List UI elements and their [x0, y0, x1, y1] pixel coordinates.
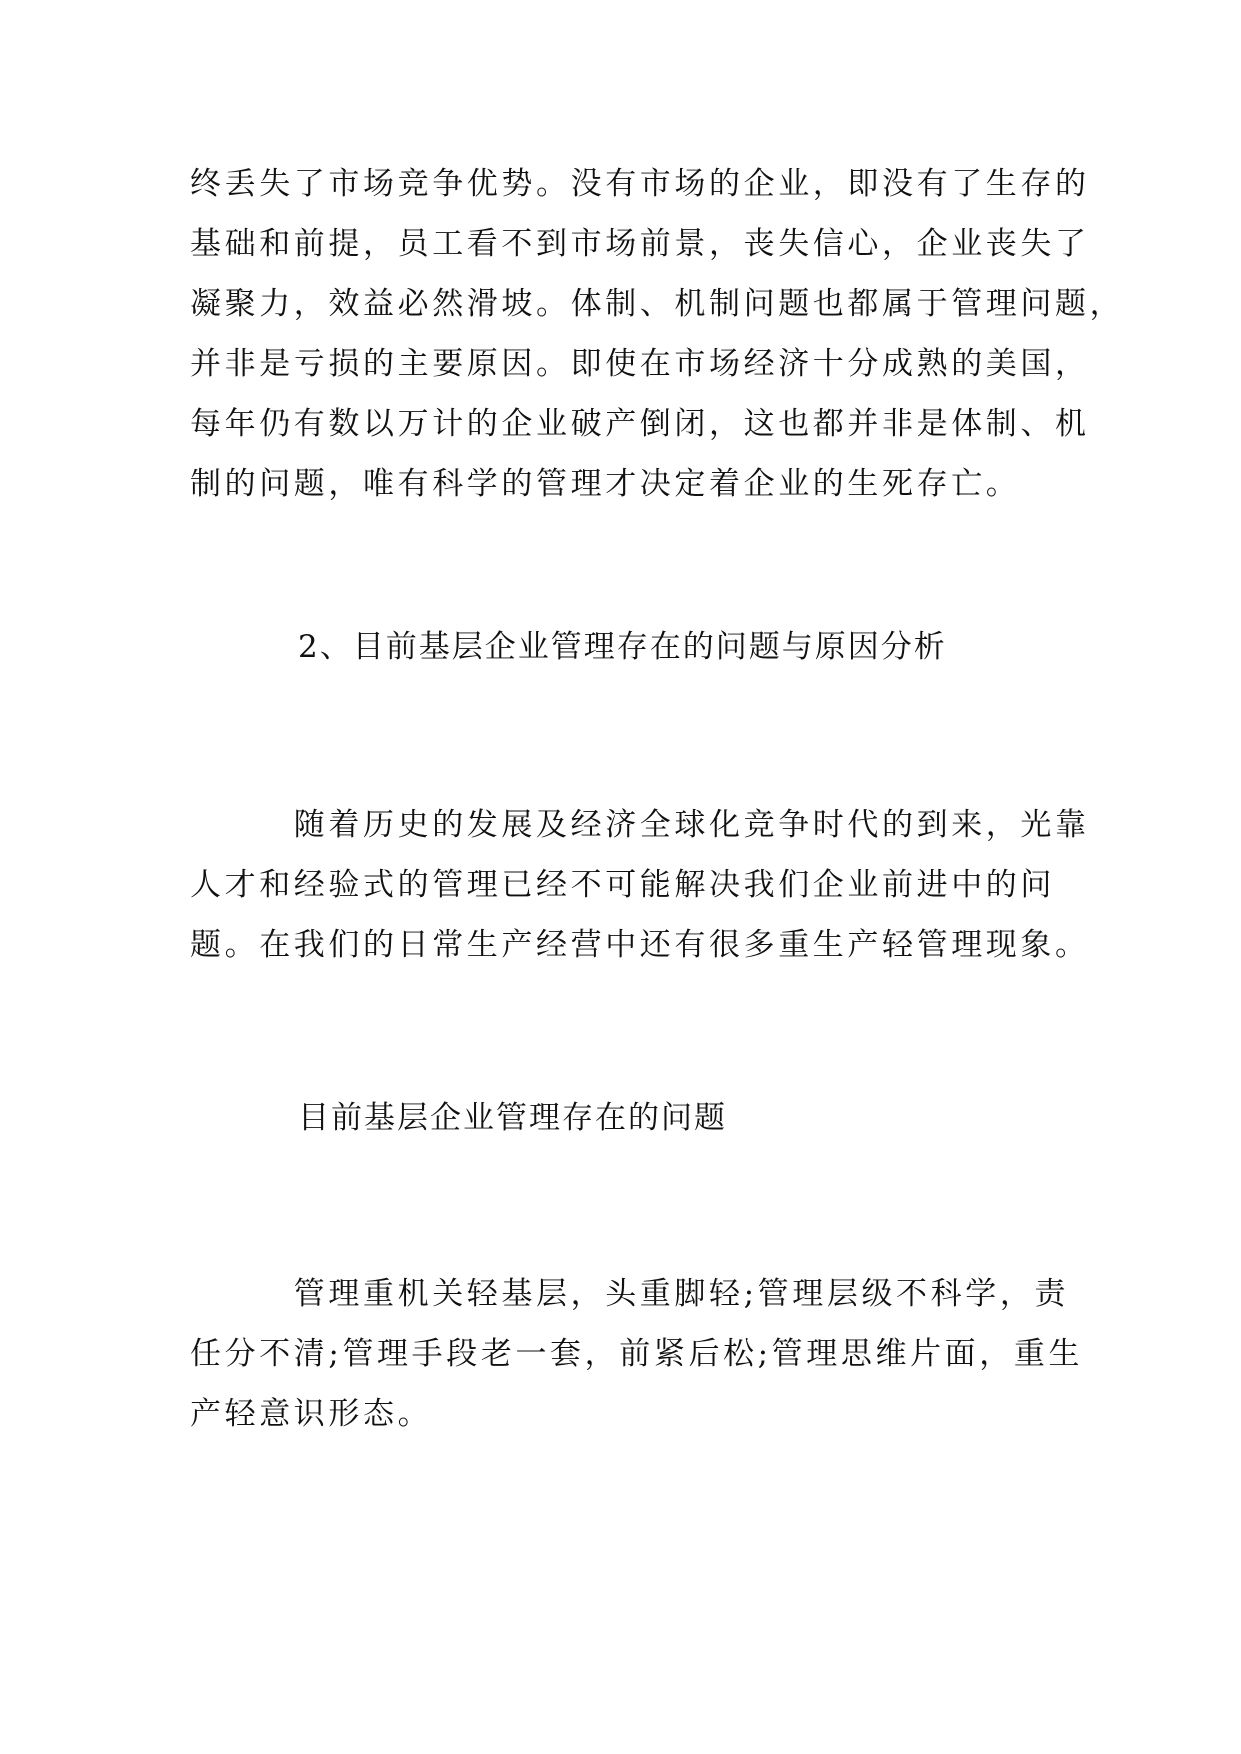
- paragraph-text: [190, 795, 1090, 975]
- subheading-current-problems: 目前基层企业管理存在的问题: [298, 1100, 727, 1136]
- paragraph-line: 制的问题，唯有科学的管理才决定着企业的生死存亡。: [190, 466, 1021, 502]
- paragraph-line: 题。在我们的日常生产经营中还有很多重生产轻管理现象。: [190, 927, 1090, 963]
- paragraph-line: 并非是亏损的主要原因。即使在市场经济十分成熟的美国，: [190, 346, 1090, 382]
- paragraph-line: 凝聚力，效益必然滑坡。体制、机制问题也都属于管理问题，: [190, 286, 1125, 322]
- paragraph-line: 终丢失了市场竞争优势。没有市场的企业，即没有了生存的: [190, 166, 1090, 202]
- paragraph-line: 基础和前提，员工看不到市场前景，丧失信心，企业丧失了: [190, 226, 1090, 262]
- paragraph-text: [190, 154, 1125, 514]
- paragraph-globalization: [190, 795, 1090, 975]
- paragraph-line: 随着历史的发展及经济全球化竞争时代的到来，光靠: [190, 807, 1090, 843]
- paragraph-line: 人才和经验式的管理已经不可能解决我们企业前进中的问: [190, 867, 1055, 903]
- section-heading-problems-analysis: 2、目前基层企业管理存在的问题与原因分析: [298, 629, 947, 665]
- paragraph-line: 管理重机关轻基层，头重脚轻;管理层级不科学，责: [190, 1276, 1070, 1312]
- paragraph-management-issues: [190, 1264, 1084, 1444]
- paragraph-text: [190, 1264, 1084, 1444]
- paragraph-line: 任分不清;管理手段老一套，前紧后松;管理思维片面，重生: [190, 1336, 1084, 1372]
- paragraph-line: 每年仍有数以万计的企业破产倒闭，这也都并非是体制、机: [190, 406, 1090, 442]
- paragraph-market-competition: [190, 154, 1125, 514]
- paragraph-line: 产轻意识形态。: [190, 1396, 433, 1432]
